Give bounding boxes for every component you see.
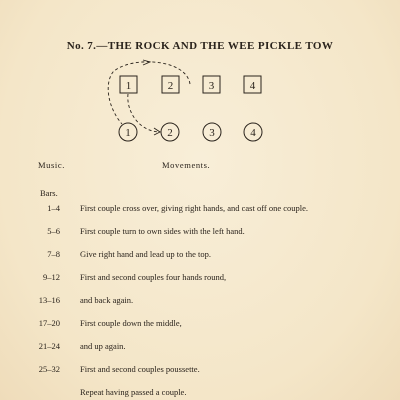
row-movement: First and second couples poussette.: [80, 364, 200, 374]
movement-row: [0, 295, 400, 307]
row-bars: 17–20: [38, 318, 60, 328]
movement-row: [0, 318, 400, 330]
row-bars: 25–32: [38, 364, 60, 374]
row-bars: 21–24: [38, 341, 60, 351]
movement-row: [0, 203, 400, 215]
circle-position-4: [244, 123, 262, 141]
square-position-2: [162, 76, 179, 93]
repeat-note: Repeat having passed a couple.: [80, 387, 187, 397]
circle-label-1: 1: [125, 127, 131, 139]
square-label-1: 1: [125, 80, 132, 92]
row-movement: and back again.: [80, 295, 134, 305]
arrowhead-top-icon: [143, 60, 150, 65]
circle-label-2: 2: [167, 127, 173, 139]
movement-row: [0, 249, 400, 261]
circle-position-3: [203, 123, 221, 141]
row-movement: First couple cross over, giving right hands, and cast off one couple.: [80, 203, 309, 213]
circle-label-3: 3: [209, 127, 215, 139]
square-position-4: [244, 76, 261, 93]
circle-position-2: [161, 123, 179, 141]
dance-title: No. 7.—THE ROCK AND THE WEE PICKLE TOW: [66, 40, 334, 52]
dashed-path-first-man: [128, 94, 160, 132]
row-movement: First and second couples four hands round,: [80, 272, 227, 282]
square-label-3: 3: [208, 80, 215, 92]
music-heading: Music.: [38, 160, 65, 170]
row-movement: First couple turn to own sides with the left hand.: [80, 226, 245, 236]
circle-position-1: [119, 123, 137, 141]
square-position-3: [203, 76, 220, 93]
row-bars: 13–16: [38, 295, 60, 305]
square-label-2: 2: [167, 80, 174, 92]
square-position-1: [120, 76, 137, 93]
movement-row: [0, 272, 400, 284]
row-bars: 9–12: [43, 272, 60, 282]
circle-label-4: 4: [250, 127, 256, 139]
row-bars: 1–4: [47, 203, 60, 213]
row-bars: 7–8: [47, 249, 60, 259]
bars-label: Bars.: [40, 188, 58, 198]
movement-row: [0, 226, 400, 238]
movement-row: [0, 364, 400, 376]
row-bars: 5–6: [47, 226, 60, 236]
square-label-4: 4: [249, 80, 256, 92]
row-movement: and up again.: [80, 341, 126, 351]
row-movement: First couple down the middle,: [80, 318, 182, 328]
row-movement: Give right hand and lead up to the top.: [80, 249, 212, 259]
movements-heading: Movements.: [162, 160, 211, 170]
movement-row: [0, 341, 400, 353]
